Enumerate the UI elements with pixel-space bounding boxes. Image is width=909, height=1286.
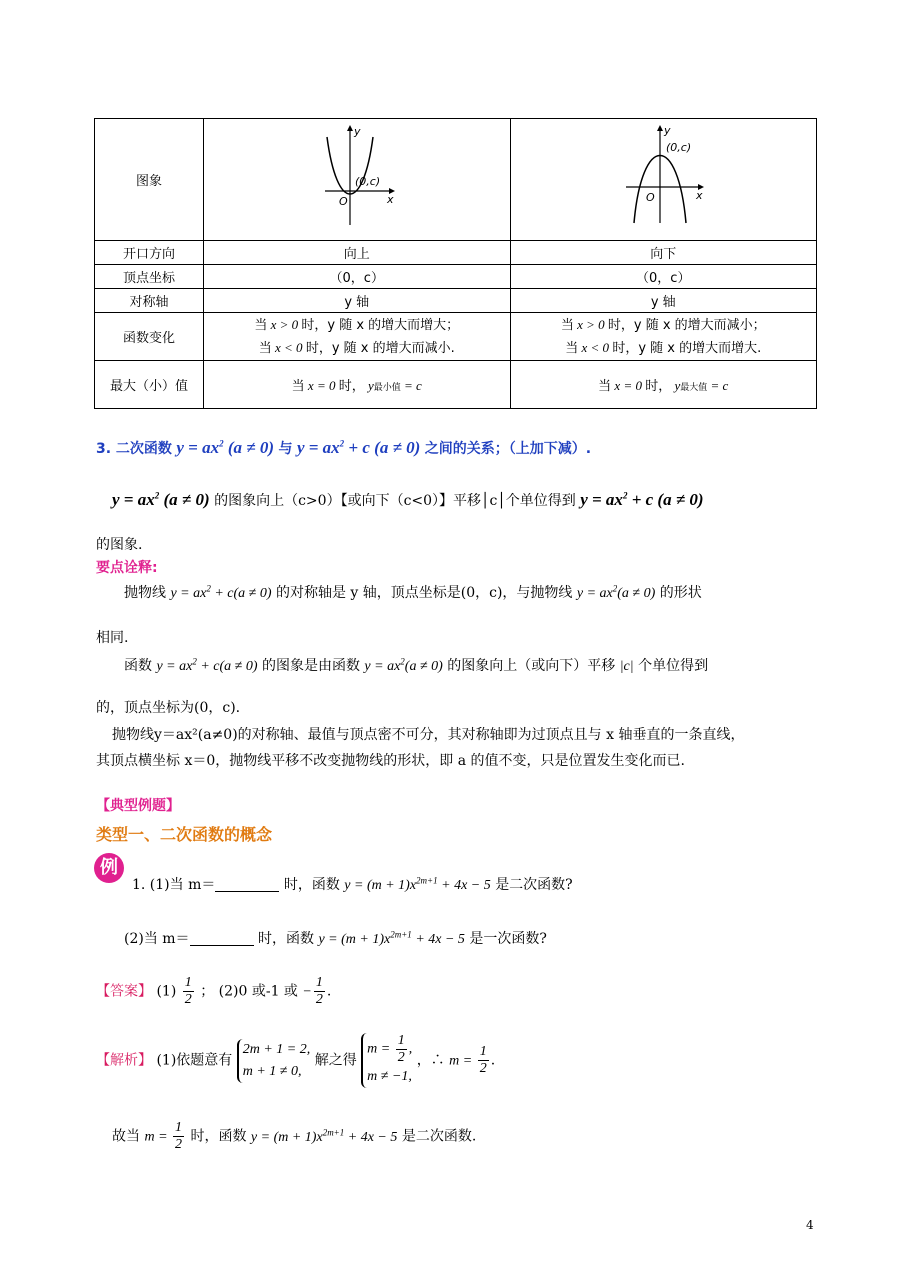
analysis: 【解析】 (1)依题意有 2m + 1 = 2, m + 1 ≠ 0, 解之得 m = $\frac{1}{2}$ , m ≠ −1, ，∴ m = $\frac{1}{2}$ . (96, 1033, 495, 1088)
example-badge: 例 (94, 853, 124, 883)
system-of-equations: 2m + 1 = 2, m + 1 ≠ 0, (237, 1039, 311, 1083)
fraction-one-half: $\frac{1}{2}$ (184, 975, 192, 1007)
keypoints-p2-end: 的，顶点坐标为(0，c). (96, 700, 241, 716)
keypoints-p3-line1: 抛物线y＝ax²(a≠0)的对称轴、最值与顶点密不可分，其对称轴即为过顶点且与 x 轴垂直的一条直线， (112, 727, 745, 743)
keypoints-heading: 要点诠释: (96, 560, 158, 576)
table-row (95, 313, 817, 361)
solution-system: m = $\frac{1}{2}$ , m ≠ −1, (361, 1033, 412, 1088)
question-1: 1. (1)当 m＝ 时，函数 $y = (m + 1)x^{2m+1} + 4x - 5$ 是二次函数? (132, 875, 573, 893)
vertex-label: (0,c) (666, 140, 692, 154)
cell-down: （0，c） (510, 265, 817, 289)
table-row (95, 241, 817, 265)
graph-down-cell (510, 119, 817, 241)
table-row (95, 361, 817, 409)
section3-p1-end: 的图象. (96, 537, 143, 553)
parabola-up-graph (317, 123, 397, 233)
row-label: 函数变化 (95, 313, 204, 361)
row-label: 顶点坐标 (95, 265, 204, 289)
axis-x-label: x (696, 188, 703, 202)
cell-up: 当 x > 0 时，y 随 x 的增大而增大； 当 x < 0 时，y 随 x 的增大而减小. (204, 313, 511, 361)
axis-x-label: x (386, 192, 394, 206)
cell-down: y 轴 (510, 289, 817, 313)
examples-heading: 【典型例题】 (96, 798, 180, 814)
cell-up: （0，c） (204, 265, 511, 289)
properties-table (94, 118, 817, 409)
vertex-label: (0,c) (354, 174, 380, 188)
origin-label: O (338, 194, 348, 208)
table-row (95, 289, 817, 313)
fraction-one-half: $\frac{1}{2}$ (175, 1120, 183, 1152)
row-label: 图象 (95, 119, 204, 241)
answer-blank[interactable] (215, 879, 279, 892)
axis-y-label: y (353, 124, 361, 138)
row-label: 对称轴 (95, 289, 204, 313)
cell-up: 向上 (204, 241, 511, 265)
row-label: 最大（小）值 (95, 361, 204, 409)
origin-label: O (646, 190, 655, 204)
keypoints-p1-end: 相同. (96, 630, 129, 646)
cell-down: 当 x = 0 时， y最大值 = c (510, 361, 817, 409)
fraction-one-half: $\frac{1}{2}$ (479, 1044, 487, 1076)
conclusion: 故当 m = $\frac{1}{2}$ 时，函数 $y = (m + 1)x^{2m+1} + 4x - 5$ 是二次函数. (112, 1120, 477, 1152)
cell-up: y 轴 (204, 289, 511, 313)
keypoints-p3-line2: 其顶点横坐标 x＝0，抛物线平移不改变抛物线的形状，即 a 的值不变，只是位置发生变化而已. (96, 753, 685, 769)
answer-blank[interactable] (190, 933, 254, 946)
cell-down: 向下 (510, 241, 817, 265)
keypoints-p2: 函数 $y = ax^2 + c(a \ne 0)$ 的图象是由函数 $y = ax^2(a \ne 0)$ 的图象向上（或向下）平移 |c| 个单位得到 (124, 656, 709, 674)
parabola-down-graph (618, 123, 708, 233)
cell-up: 当 x = 0 时， y最小值 = c (204, 361, 511, 409)
table-row (95, 265, 817, 289)
section3-title: 3. 二次函数 $y = ax^2$ (a ≠ 0) 与 $y = ax^2 + c$ (a ≠ 0) 之间的关系；（上加下减）. (96, 438, 592, 457)
cell-down: 当 x > 0 时，y 随 x 的增大而减小； 当 x < 0 时，y 随 x 的增大而增大. (510, 313, 817, 361)
axis-y-label: y (664, 123, 671, 137)
answer: 【答案】 (1) $\frac{1}{2}$ ； (2)0 或-1 或 − $\frac{1}{2}$ . (96, 975, 332, 1007)
page-number: 4 (806, 1218, 814, 1232)
fraction-one-half: $\frac{1}{2}$ (315, 975, 323, 1007)
type1-heading: 类型一、二次函数的概念 (96, 825, 273, 844)
keypoints-p1: 抛物线 $y = ax^2 + c(a \ne 0)$ 的对称轴是 y 轴，顶点坐标是(0，c)，与抛物线 $y = ax^2(a \ne 0)$ 的形状 (124, 583, 702, 601)
question-2: (2)当 m＝ 时，函数 $y = (m + 1)x^{2m+1} + 4x - 5$ 是一次函数? (124, 929, 547, 947)
section3-p1: $y = ax^2$ (a ≠ 0) 的图象向上（c>0）【或向下（c<0）】平移│c│个单位得到 $y = ax^2 + c$ (a ≠ 0) (112, 490, 704, 509)
row-label: 开口方向 (95, 241, 204, 265)
graph-up-cell (204, 119, 511, 241)
table-row (95, 119, 817, 241)
